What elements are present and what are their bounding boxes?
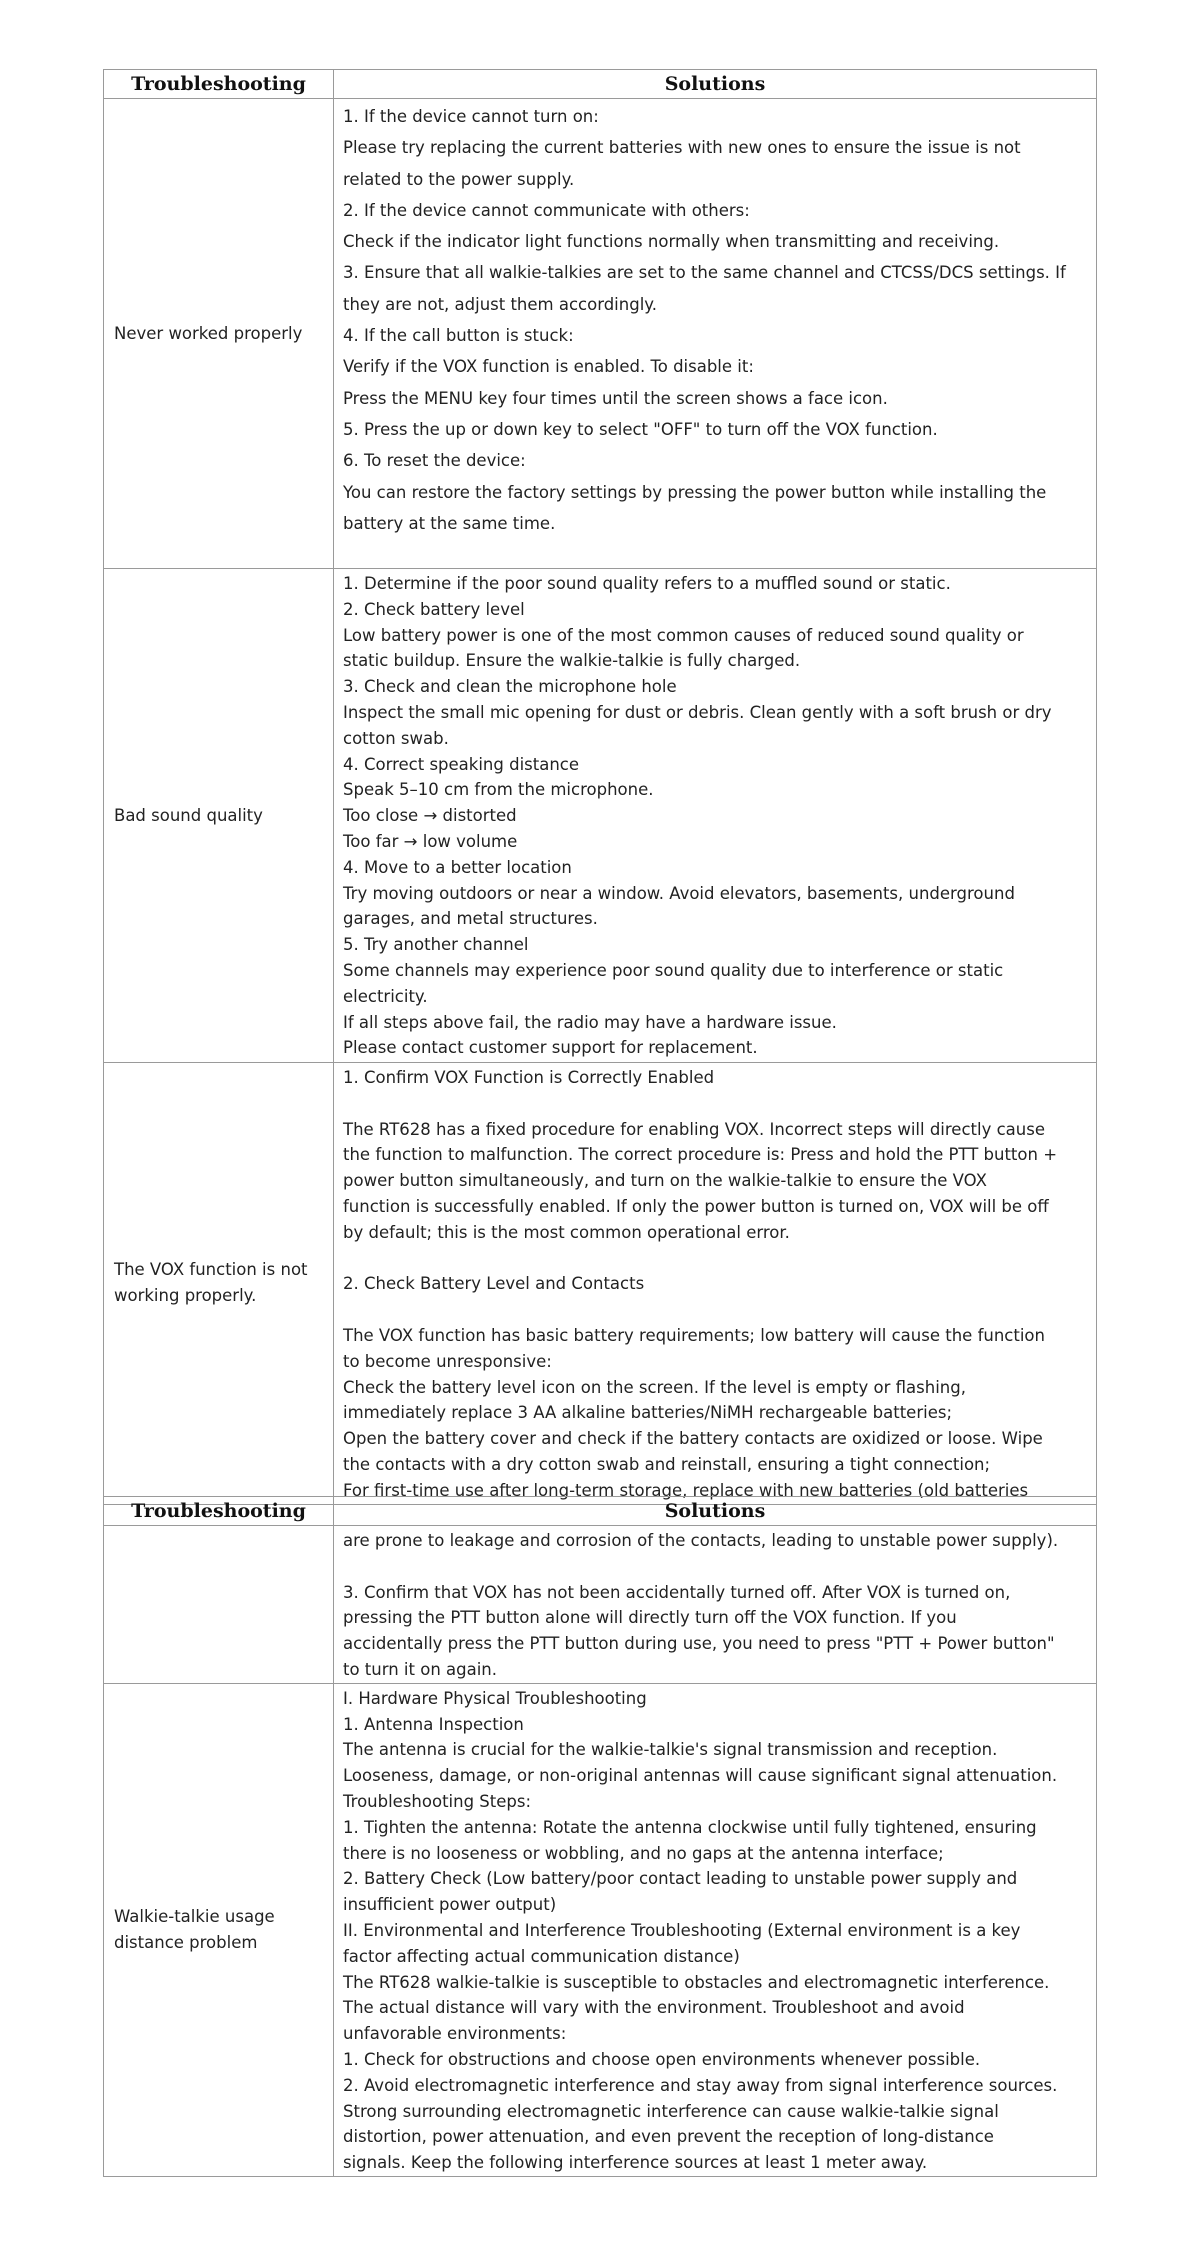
table-row	[104, 99, 1097, 569]
solution-line: there is no looseness or wobbling, and no gaps at the antenna interface;	[343, 1843, 944, 1863]
solution-line: signals. Keep the following interference sources at least 1 meter away.	[343, 2153, 928, 2173]
solution-line: the contacts with a dry cotton swab and reinstall, ensuring a tight connection;	[343, 1454, 991, 1474]
issue-label: Never worked properly	[104, 99, 334, 569]
issue-label	[104, 1683, 334, 2176]
solution-line: 5. Try another channel	[343, 935, 529, 955]
header-solutions: Solutions	[334, 70, 1097, 99]
solution-line: function is successfully enabled. If only the power button is turned on, VOX will be off	[343, 1196, 1049, 1216]
issue-label	[104, 1063, 334, 1505]
table-row	[104, 1063, 1097, 1505]
solution-line: Inspect the small mic opening for dust or debris. Clean gently with a soft brush or dry	[343, 702, 1052, 722]
solution-line: 3. Ensure that all walkie-talkies are set to the same channel and CTCSS/DCS settings. If	[343, 263, 1066, 283]
solution-line: 5. Press the up or down key to select "OFF" to turn off the VOX function.	[343, 419, 938, 439]
solution-line	[343, 1091, 1087, 1117]
solution-line: Low battery power is one of the most common causes of reduced sound quality or	[343, 625, 1024, 645]
solution-cell	[334, 99, 1097, 569]
solution-line	[343, 1297, 1087, 1323]
solution-line: 4. Move to a better location	[343, 857, 572, 877]
solution-line: The antenna is crucial for the walkie-talkie's signal transmission and reception.	[343, 1740, 998, 1760]
solution-line: 4. If the call button is stuck:	[343, 326, 574, 346]
solution-line: Too close → distorted	[343, 806, 517, 826]
solution-line: pressing the PTT button alone will directly turn off the VOX function. If you	[343, 1608, 957, 1628]
solution-line: 1. If the device cannot turn on:	[343, 107, 599, 126]
solution-line: 2. Battery Check (Low battery/poor contact leading to unstable power supply and	[343, 1869, 1018, 1889]
solution-line: distortion, power attenuation, and even prevent the reception of long-distance	[343, 2127, 994, 2147]
solution-line: 2. Check battery level	[343, 599, 525, 619]
issue-label-line: distance problem	[114, 1932, 258, 1952]
solution-cell	[334, 1683, 1097, 2176]
solution-line: 3. Confirm that VOX has not been accidentally turned off. After VOX is turned on,	[343, 1582, 1011, 1602]
solution-line: 1. Tighten the antenna: Rotate the antenna clockwise until fully tightened, ensuring	[343, 1817, 1037, 1837]
solution-line: 3. Check and clean the microphone hole	[343, 677, 677, 697]
solution-line: to turn it on again.	[343, 1659, 498, 1679]
solution-line: battery at the same time.	[343, 513, 556, 533]
solution-line: Try moving outdoors or near a window. Avoid elevators, basements, underground	[343, 883, 1015, 903]
solution-line: I. Hardware Physical Troubleshooting	[343, 1688, 647, 1708]
solution-line: Some channels may experience poor sound quality due to interference or static	[343, 960, 1004, 980]
solution-line: unfavorable environments:	[343, 2024, 567, 2044]
solution-line: Open the battery cover and check if the battery contacts are oxidized or loose. Wipe	[343, 1429, 1043, 1449]
solution-line: Too far → low volume	[343, 831, 518, 851]
solution-line: garages, and metal structures.	[343, 909, 598, 929]
solution-cell	[334, 1526, 1097, 1684]
solution-line: insufficient power output)	[343, 1895, 557, 1915]
header-solutions: Solutions	[334, 1497, 1097, 1526]
solution-line: Strong surrounding electromagnetic interference can cause walkie-talkie signal	[343, 2101, 999, 2121]
solution-line	[343, 1246, 1087, 1272]
solution-line: accidentally press the PTT button during use, you need to press "PTT + Power button"	[343, 1634, 1055, 1654]
solution-line: 1. Confirm VOX Function is Correctly Enabled	[343, 1068, 715, 1087]
solution-line: 1. Check for obstructions and choose open environments whenever possible.	[343, 2049, 981, 2069]
solution-cell	[334, 569, 1097, 1063]
solution-line: You can restore the factory settings by pressing the power button while installing the	[343, 482, 1047, 502]
issue-label-line: Walkie-talkie usage	[114, 1906, 275, 1926]
solution-line: 2. Check Battery Level and Contacts	[343, 1274, 645, 1294]
solution-cell	[334, 1063, 1097, 1505]
solution-line: immediately replace 3 AA alkaline batteries/NiMH rechargeable batteries;	[343, 1403, 953, 1423]
solution-line: 6. To reset the device:	[343, 451, 526, 471]
solution-line: by default; this is the most common operational error.	[343, 1222, 790, 1242]
table-header-row	[104, 70, 1097, 99]
solution-line: The VOX function has basic battery requirements; low battery will cause the function	[343, 1325, 1045, 1345]
table-row	[104, 1683, 1097, 2176]
solution-line: Check the battery level icon on the screen. If the level is empty or flashing,	[343, 1377, 966, 1397]
solution-line: Speak 5–10 cm from the microphone.	[343, 780, 654, 800]
solution-line: 1. Antenna Inspection	[343, 1714, 524, 1734]
solution-line: the function to malfunction. The correct procedure is: Press and hold the PTT button +	[343, 1145, 1058, 1165]
solution-line: If all steps above fail, the radio may have a hardware issue.	[343, 1012, 837, 1032]
solution-line: Please try replacing the current batteries with new ones to ensure the issue is not	[343, 138, 1021, 158]
issue-label-line: The VOX function is not	[114, 1260, 308, 1280]
solution-line: 1. Determine if the poor sound quality refers to a muffled sound or static.	[343, 574, 951, 593]
table-row	[104, 569, 1097, 1063]
solution-line: The RT628 has a fixed procedure for enabling VOX. Incorrect steps will directly cause	[343, 1119, 1045, 1139]
solution-line: 4. Correct speaking distance	[343, 754, 580, 774]
solution-line: Troubleshooting Steps:	[343, 1791, 532, 1811]
issue-label: Bad sound quality	[104, 569, 334, 1063]
table-row	[104, 1526, 1097, 1684]
solution-line: to become unresponsive:	[343, 1351, 552, 1371]
solution-line: 2. Avoid electromagnetic interference and stay away from signal interference sources.	[343, 2075, 1058, 2095]
header-troubleshooting: Troubleshooting	[104, 1497, 334, 1526]
solution-line: Please contact customer support for replacement.	[343, 1038, 758, 1058]
solution-line: Press the MENU key four times until the screen shows a face icon.	[343, 388, 888, 408]
solution-line: factor affecting actual communication distance)	[343, 1946, 740, 1966]
troubleshooting-table-page-2	[103, 1496, 1097, 2177]
solution-line	[343, 1554, 1087, 1580]
solution-line: II. Environmental and Interference Troubleshooting (External environment is a key	[343, 1920, 1021, 1940]
solution-line: are prone to leakage and corrosion of the contacts, leading to unstable power supply).	[343, 1531, 1059, 1550]
solution-line: static buildup. Ensure the walkie-talkie is fully charged.	[343, 651, 801, 671]
solution-line: they are not, adjust them accordingly.	[343, 294, 657, 314]
solution-line: Check if the indicator light functions normally when transmitting and receiving.	[343, 232, 1000, 252]
solution-line: related to the power supply.	[343, 169, 575, 189]
solution-line: cotton swab.	[343, 728, 449, 748]
solution-line: The actual distance will vary with the environment. Troubleshoot and avoid	[343, 1998, 965, 2018]
solution-line: 2. If the device cannot communicate with others:	[343, 200, 750, 220]
table-header-row	[104, 1497, 1097, 1526]
solution-line: electricity.	[343, 986, 428, 1006]
issue-label	[104, 1526, 334, 1684]
solution-line: Looseness, damage, or non-original antennas will cause significant signal attenuation.	[343, 1766, 1058, 1786]
troubleshooting-table-page-1	[103, 69, 1097, 1505]
solution-line: The RT628 walkie-talkie is susceptible to obstacles and electromagnetic interference.	[343, 1972, 1050, 1992]
solution-line: power button simultaneously, and turn on the walkie-talkie to ensure the VOX	[343, 1171, 987, 1191]
solution-line: Verify if the VOX function is enabled. To disable it:	[343, 357, 754, 377]
issue-label-line: working properly.	[114, 1286, 257, 1306]
header-troubleshooting: Troubleshooting	[104, 70, 334, 99]
solution-line: For first-time use after long-term storage, replace with new batteries (old batteries	[343, 1480, 1029, 1500]
